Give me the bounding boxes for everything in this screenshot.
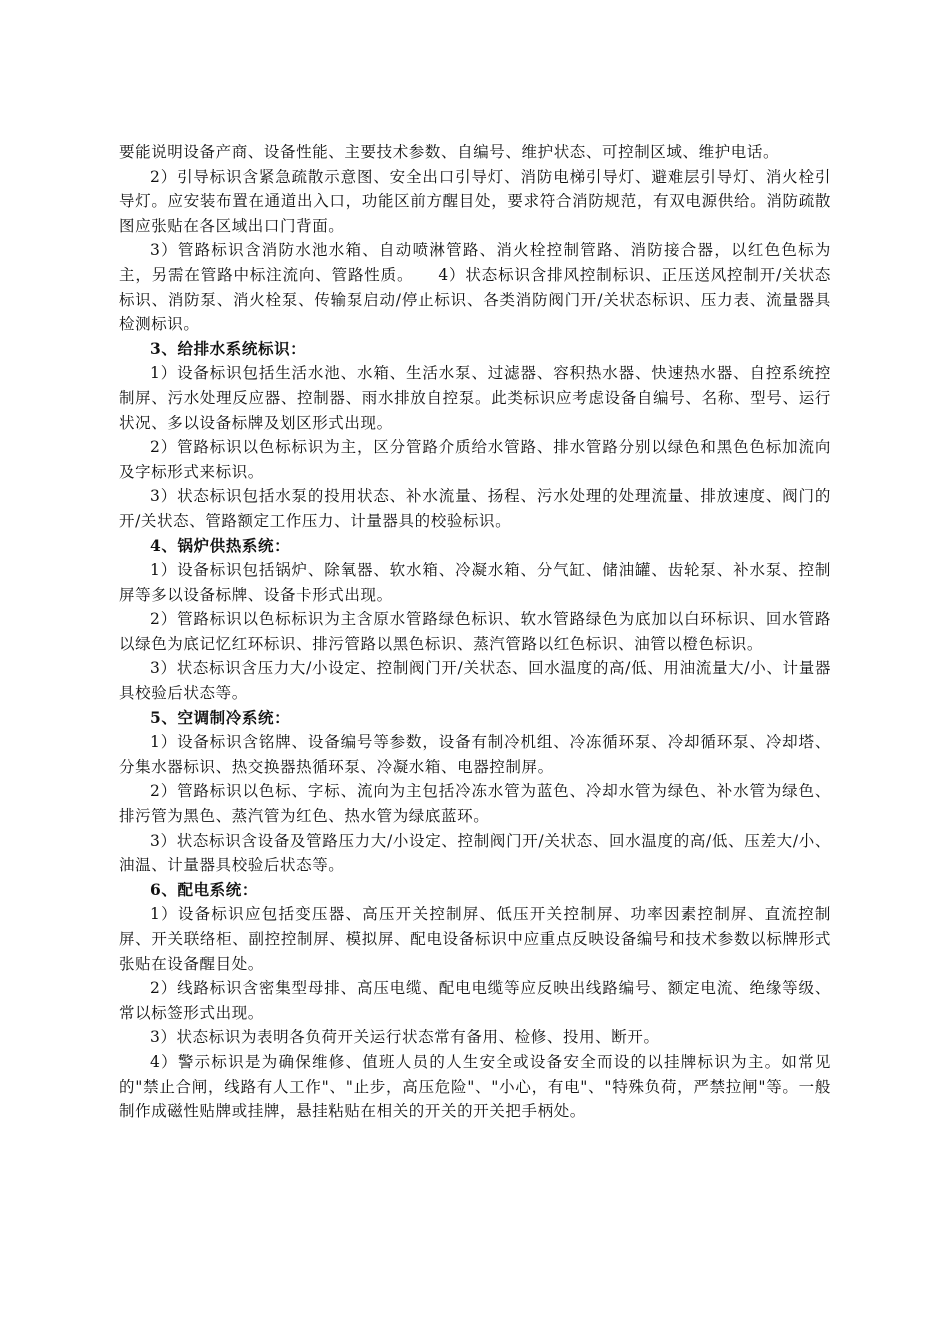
paragraph: 2）管路标识以色标标识为主含原水管路绿色标识、软水管路绿色为底加以白环标识、回水管路以绿色为底记忆红环标识、排污管路以黑色标识、蒸汽管路以红色标识、油管以橙色标识。	[119, 610, 831, 653]
section-heading: 3、给排水系统标识：	[150, 338, 307, 358]
paragraph: 3）状态标识包括水泵的投用状态、补水流量、扬程、污水处理的处理流量、排放速度、阀门的开/关状态、管路额定工作压力、计量器具的校验标识。	[119, 487, 831, 530]
paragraph: 3）状态标识含压力大/小设定、控制阀门开/关状态、回水温度的高/低、用油流量大/小、计量器具校验后状态等。	[119, 659, 831, 703]
section-heading: 6、配电系统：	[150, 879, 258, 899]
paragraph: 1）设备标识包括生活水池、水箱、生活水泵、过滤器、容积热水器、快速热水器、自控系统控制屏、污水处理反应器、控制器、雨水排放自控泵。此类标识应考虑设备自编号、名称、型号、运行状况、多以设备标牌及划区形式出现。	[119, 364, 831, 432]
paragraph: 3）管路标识含消防水池水箱、自动喷淋管路、消火栓控制管路、消防接合器，以红色色标为主，另需在管路中标注流向、管路性质。 4）状态标识含排风控制标识、正压送风控制开/关状态标识、消防泵、消火栓泵、传输泵启动/停止标识、各类消防阀门开/关状态标识、压力表、流量器具检测标识。	[119, 241, 831, 334]
paragraph: 3）状态标识含设备及管路压力大/小设定、控制阀门开/关状态、回水温度的高/低、压差大/小、油温、计量器具校验后状态等。	[119, 831, 831, 875]
paragraph: 2）引导标识含紧急疏散示意图、安全出口引导灯、消防电梯引导灯、避难层引导灯、消火栓引导灯。应安装布置在通道出入口，功能区前方醒目处，要求符合消防规范，有双电源供给。消防疏散图应张贴在各区域出口门背面。	[119, 167, 831, 235]
paragraph: 2）管路标识以色标标识为主，区分管路介质给水管路、排水管路分别以绿色和黑色色标加流向及字标形式来标识。	[119, 438, 831, 481]
paragraph: 3）状态标识为表明各负荷开关运行状态常有备用、检修、投用、断开。	[150, 1028, 660, 1047]
paragraph: 2）管路标识以色标、字标、流向为主包括冷冻水管为蓝色、冷却水管为绿色、补水管为绿色、排污管为黑色、蒸汽管为红色、热水管为绿底蓝环。	[119, 782, 831, 826]
document-body	[119, 140, 831, 1124]
section-heading: 4、锅炉供热系统：	[150, 535, 291, 555]
paragraph: 2）线路标识含密集型母排、高压电缆、配电电缆等应反映出线路编号、额定电流、绝缘等级、常以标签形式出现。	[119, 979, 831, 1022]
section-heading: 5、空调制冷系统：	[150, 707, 291, 727]
paragraph: 要能说明设备产商、设备性能、主要技术参数、自编号、维护状态、可控制区域、维护电话。	[119, 143, 780, 161]
paragraph: 1）设备标识应包括变压器、高压开关控制屏、低压开关控制屏、功率因素控制屏、直流控制屏、开关联络柜、副控控制屏、模拟屏、配电设备标识中应重点反映设备编号和技术参数以标牌形式张贴在设备醒目处。	[119, 905, 831, 973]
paragraph: 1）设备标识含铭牌、设备编号等参数，设备有制冷机组、冷冻循环泵、冷却循环泵、冷却塔、分集水器标识、热交换器热循环泵、冷凝水箱、电器控制屏。	[119, 733, 831, 776]
paragraph: 1）设备标识包括锅炉、除氧器、软水箱、冷凝水箱、分气缸、储油罐、齿轮泵、补水泵、控制屏等多以设备标牌、设备卡形式出现。	[119, 561, 831, 604]
paragraph: 4）警示标识是为确保维修、值班人员的人生安全或设备安全而设的以挂牌标识为主。如常见的"禁止合闸，线路有人工作"、"止步，高压危险"、"小心，有电"、"特殊负荷，严禁拉闸"等。一般制作成磁性贴牌或挂牌，悬挂粘贴在相关的开关的开关把手柄处。	[119, 1052, 831, 1121]
